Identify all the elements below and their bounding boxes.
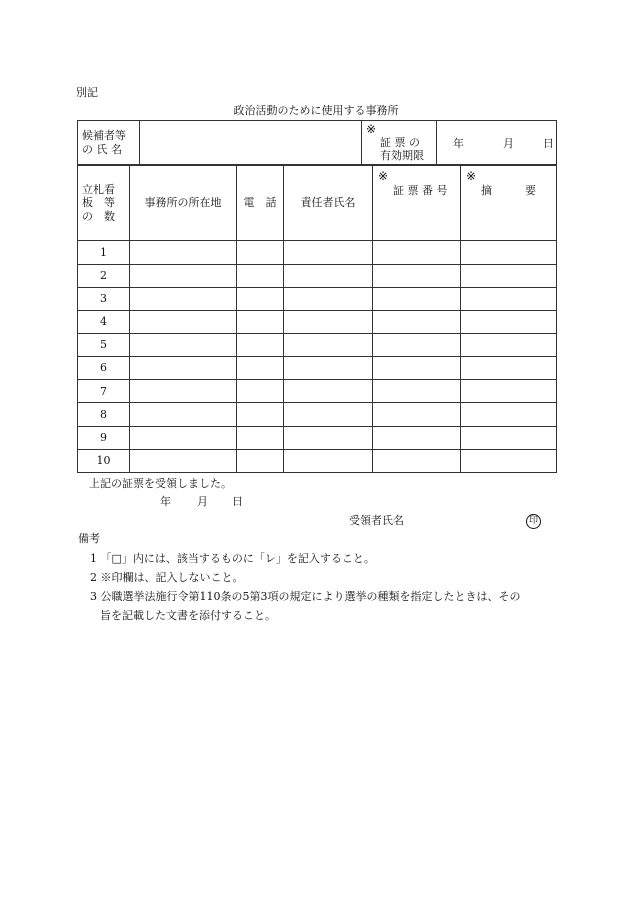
cell-location (130, 426, 237, 449)
cell-person (284, 310, 373, 333)
cell-location (130, 380, 237, 403)
table-row (78, 310, 557, 333)
notes-list (90, 552, 521, 623)
validity-label-cell (362, 121, 437, 165)
candidate-name-cell (140, 121, 362, 165)
cell-remarks (461, 380, 557, 403)
cell-person (284, 449, 373, 472)
candidate-label: 候補者等 の 氏 名 (82, 128, 126, 156)
cell-cert (373, 426, 461, 449)
annex-label: 別記 (76, 86, 98, 99)
cell-cert (373, 403, 461, 426)
table-row (78, 403, 557, 426)
header-phone: 電 話 (237, 166, 284, 241)
row-number: 5 (78, 334, 130, 357)
receipt-text: 上記の証票を受領しました。 (89, 477, 232, 490)
cell-location (130, 449, 237, 472)
cell-remarks (461, 241, 557, 264)
cell-location (130, 287, 237, 310)
cell-cert (373, 241, 461, 264)
header-count-label: 立札看 板 等 の 数 (82, 182, 115, 224)
cell-phone (237, 449, 284, 472)
cell-person (284, 426, 373, 449)
row-number: 3 (78, 287, 130, 310)
cell-phone (237, 403, 284, 426)
header-cert (373, 166, 461, 241)
cell-cert (373, 287, 461, 310)
cell-remarks (461, 334, 557, 357)
cell-remarks (461, 357, 557, 380)
remarks-mark: ※ (466, 169, 477, 183)
note-item: 2 ※印欄は、記入しないこと。 (90, 571, 244, 584)
cell-cert (373, 449, 461, 472)
cell-phone (237, 241, 284, 264)
table-row (78, 426, 557, 449)
cell-cert (373, 310, 461, 333)
office-table (77, 165, 557, 473)
row-number: 2 (78, 264, 130, 287)
cell-person (284, 403, 373, 426)
cell-location (130, 264, 237, 287)
row-number: 9 (78, 426, 130, 449)
receiver-name-label: 受領者氏名 (349, 514, 404, 527)
remarks-label: 摘 要 (481, 184, 536, 197)
cell-remarks (461, 310, 557, 333)
table-row (78, 334, 557, 357)
row-number: 1 (78, 241, 130, 264)
cell-remarks (461, 287, 557, 310)
row-number: 4 (78, 310, 130, 333)
validity-month: 月 (503, 137, 514, 150)
cell-person (284, 380, 373, 403)
table-row (78, 380, 557, 403)
header-location: 事務所の所在地 (130, 166, 237, 241)
cell-location (130, 357, 237, 380)
note-item: 1 「□」内には、該当するものに「レ」を記入すること。 (90, 552, 375, 565)
cell-person (284, 334, 373, 357)
document-title: 政治活動のために使用する事務所 (233, 104, 399, 117)
table-row (78, 357, 557, 380)
office-use-mark: ※ (366, 122, 377, 136)
cell-person (284, 241, 373, 264)
cert-label: 証 票 番 号 (393, 184, 448, 197)
cell-person (284, 264, 373, 287)
office-rows (78, 241, 557, 473)
header-person: 責任者氏名 (284, 166, 373, 241)
header-count (78, 166, 130, 241)
seal-mark: 印 (526, 514, 541, 529)
receipt-month: 月 (197, 495, 208, 508)
cell-location (130, 334, 237, 357)
cert-mark: ※ (378, 169, 389, 183)
notes-section (78, 532, 100, 546)
cell-remarks (461, 264, 557, 287)
validity-date-cell (437, 121, 557, 165)
cell-remarks (461, 426, 557, 449)
receipt-day: 日 (232, 495, 243, 508)
candidate-label-cell (78, 121, 140, 165)
table-row (78, 287, 557, 310)
cell-phone (237, 287, 284, 310)
candidate-table (77, 120, 557, 165)
cell-person (284, 287, 373, 310)
cell-cert (373, 380, 461, 403)
cell-cert (373, 357, 461, 380)
receipt-year: 年 (160, 495, 171, 508)
header-remarks (461, 166, 557, 241)
row-number: 7 (78, 380, 130, 403)
row-number: 10 (78, 449, 130, 472)
cell-remarks (461, 449, 557, 472)
table-row (78, 449, 557, 472)
notes-heading: 備考 (78, 532, 100, 545)
cell-cert (373, 334, 461, 357)
cell-location (130, 403, 237, 426)
cell-person (284, 357, 373, 380)
cell-phone (237, 310, 284, 333)
cell-phone (237, 334, 284, 357)
cell-cert (373, 264, 461, 287)
cell-phone (237, 357, 284, 380)
cell-phone (237, 380, 284, 403)
validity-label: 証 票 の 有効期限 (380, 135, 424, 163)
table-row (78, 264, 557, 287)
row-number: 6 (78, 357, 130, 380)
row-number: 8 (78, 403, 130, 426)
cell-location (130, 241, 237, 264)
cell-phone (237, 426, 284, 449)
validity-day: 日 (543, 137, 554, 150)
table-row (78, 241, 557, 264)
validity-year: 年 (453, 137, 464, 150)
cell-location (130, 310, 237, 333)
cell-phone (237, 264, 284, 287)
note-item: 3 公職選挙法施行令第110条の5第3項の規定により選挙の種類を指定したときは、その (90, 590, 521, 603)
cell-remarks (461, 403, 557, 426)
note-item: 旨を記載した文書を添付すること。 (100, 609, 276, 622)
